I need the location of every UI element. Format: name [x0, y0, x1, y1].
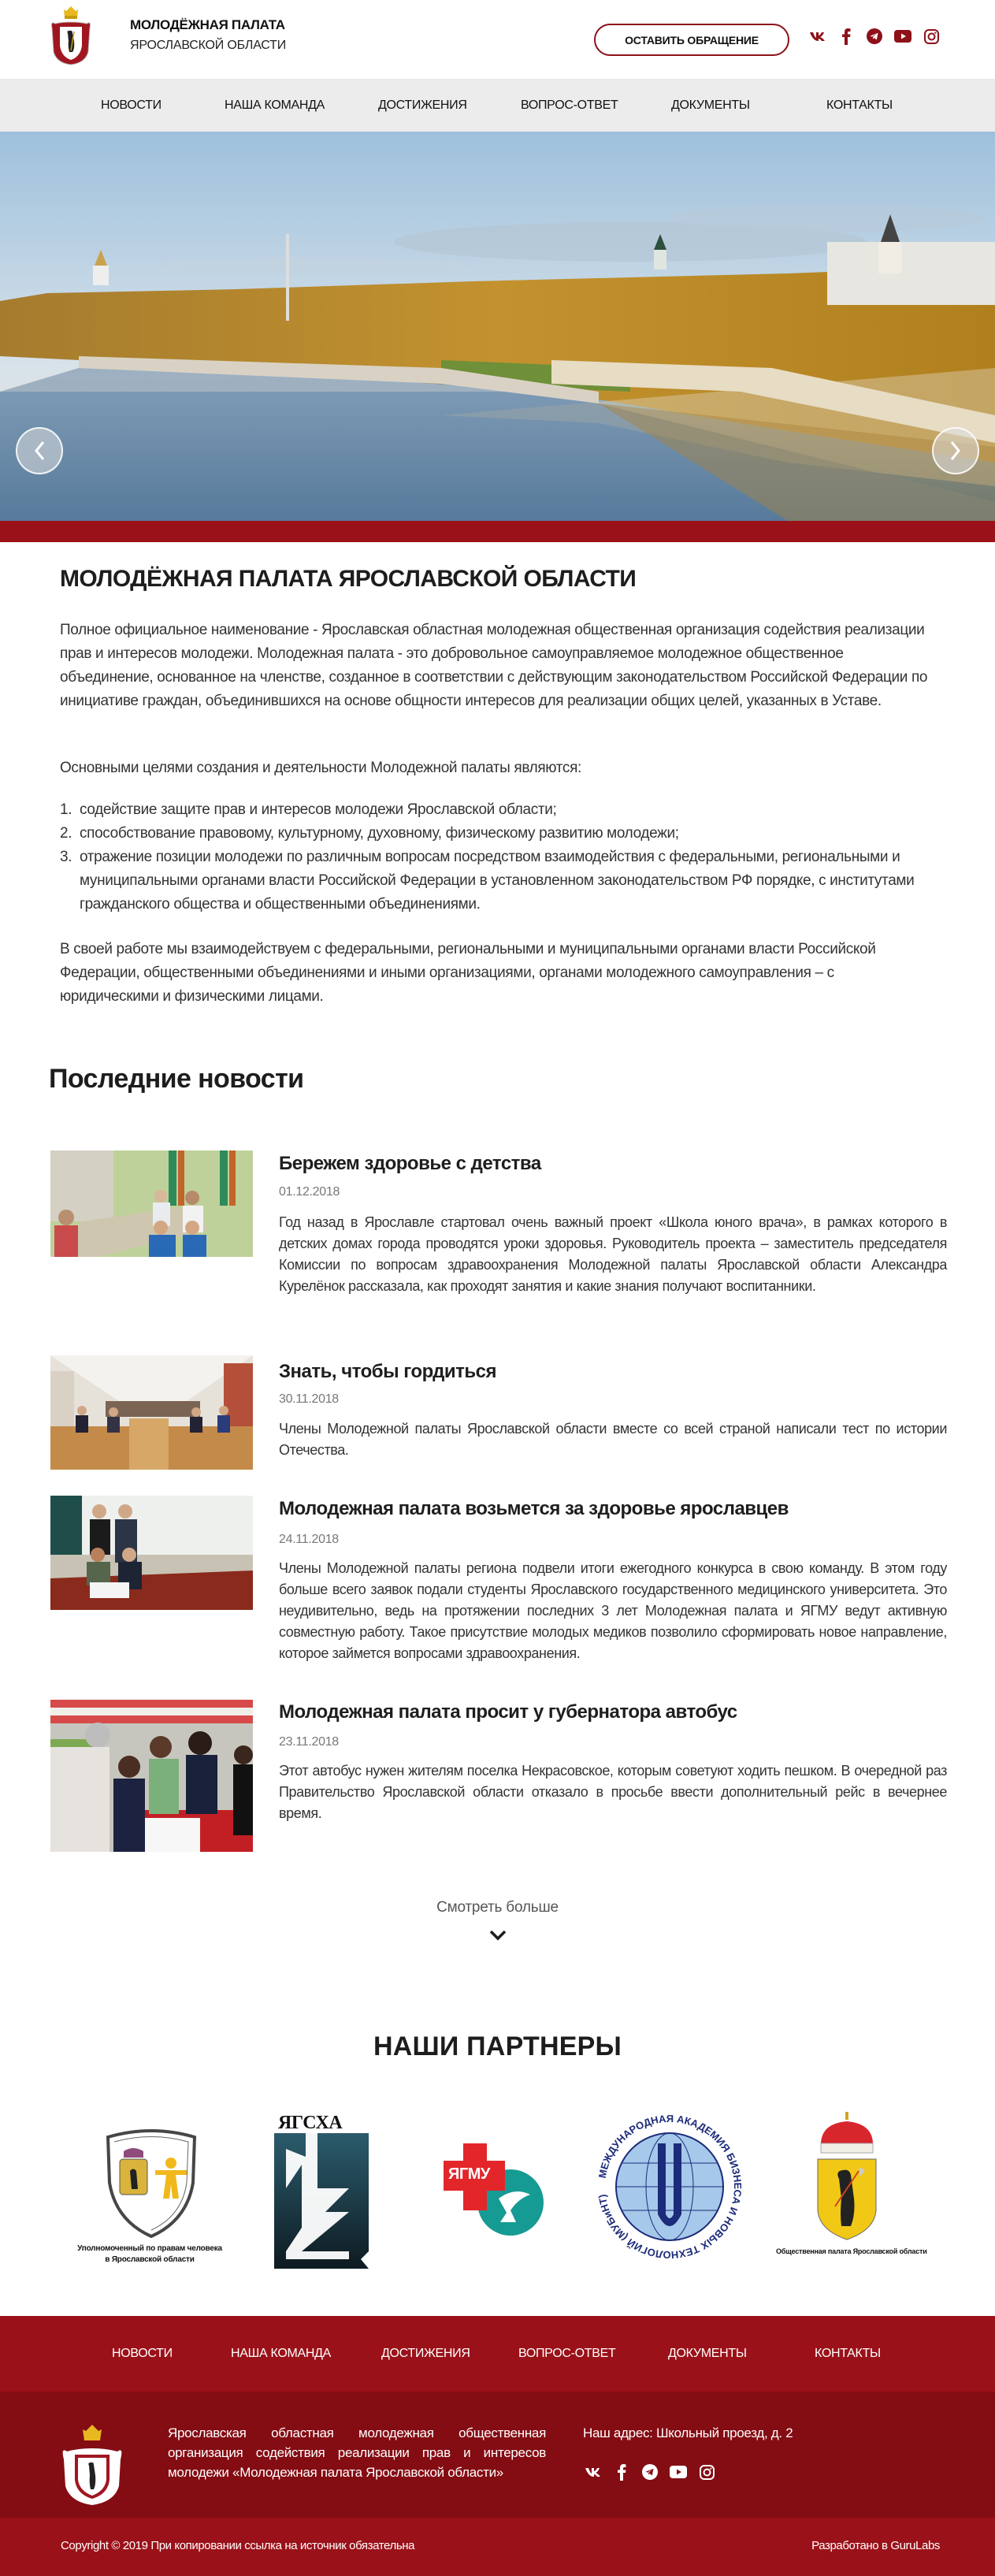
partner-ygsha[interactable] — [267, 2113, 377, 2270]
nav-item-documents[interactable]: ДОКУМЕНТЫ — [671, 98, 750, 112]
youtube-icon[interactable] — [894, 28, 911, 45]
news-title[interactable]: Бережем здоровье с детства — [279, 1153, 541, 1174]
news-thumbnail[interactable] — [50, 1355, 253, 1470]
vk-icon[interactable] — [809, 28, 826, 45]
ygsha-book-logo — [270, 2133, 373, 2269]
news-item — [50, 1700, 949, 1853]
news-date: 24.11.2018 — [279, 1533, 339, 1546]
leave-appeal-button[interactable]: ОСТАВИТЬ ОБРАЩЕНИЕ — [594, 24, 789, 56]
vk-icon[interactable] — [585, 2463, 602, 2481]
yaroslavl-coat-of-arms — [811, 2112, 882, 2242]
nav-item-achievements[interactable]: ДОСТИЖЕНИЯ — [378, 98, 467, 112]
goal-item: 3. отражение позиции молодежи по различным вопросам посредством взаимодействия с федеральными, региональными и муниципальными органами власти Российской Федерации в установленном законодательством РФ порядке, с институтами гражданского общества и общественными объединениями. — [60, 849, 915, 913]
footer-nav-item-documents[interactable]: ДОКУМЕНТЫ — [668, 2347, 747, 2360]
goal-item: 1. содействие защите прав и интересов молодежи Ярославской области; — [60, 801, 557, 818]
developer-link[interactable]: Разработано в GuruLabs — [811, 2539, 940, 2552]
hero-slider — [0, 132, 995, 521]
partner-caption: Общественная палата Ярославской области — [776, 2247, 927, 2255]
news-title[interactable]: Знать, чтобы гордиться — [279, 1361, 496, 1382]
news-thumbnail[interactable] — [50, 1700, 253, 1852]
site-header — [0, 0, 995, 79]
news-item — [50, 1355, 949, 1474]
news-excerpt: Этот автобус нужен жителям поселка Некрасовское, которым советуют ходить пешком. В очередной раз Правительство Ярославской области отказало в просьбе ввести дополнительный рейс в вечернее время. — [279, 1763, 947, 1821]
news-excerpt: Члены Молодежной палаты региона подвели итоги ежегодного конкурса в свою команду. В этом году больше всего заявок подали студенты Ярославского государственного медицинского университета. Это неудивительно, ведь на протяжении последних 3 лет Молодежная палата и ЯГМУ ведут активную совместную работу. Такое присутствие молодых медиков позволило сформировать новое направление, которое займется вопросами здравоохранения. — [279, 1560, 947, 1661]
footer-nav-item-contacts[interactable]: КОНТАКТЫ — [815, 2347, 881, 2360]
news-title[interactable]: Молодежная палата возьмется за здоровье ярославцев — [279, 1498, 789, 1519]
about-title: МОЛОДЁЖНАЯ ПАЛАТА ЯРОСЛАВСКОЙ ОБЛАСТИ — [60, 566, 637, 592]
coat-of-arms-logo[interactable] — [49, 5, 93, 66]
facebook-icon[interactable] — [613, 2463, 630, 2481]
telegram-icon[interactable] — [641, 2463, 659, 2481]
footer-nav-item-team[interactable]: НАША КОМАНДА — [231, 2347, 332, 2360]
partner-public-chamber[interactable] — [776, 2112, 926, 2262]
copyright-text: Copyright © 2019 При копировании ссылка на источник обязательна — [61, 2539, 415, 2552]
show-more-link[interactable]: Смотреть больше — [436, 1899, 559, 1916]
hero-image-yaroslavl-embankment — [0, 132, 995, 521]
goals-list — [60, 798, 934, 916]
news-item — [50, 1150, 949, 1292]
brand-title: МОЛОДЁЖНАЯ ПАЛАТА — [130, 17, 285, 32]
partner-ygmu[interactable] — [444, 2143, 554, 2238]
partner-mubint[interactable] — [595, 2112, 744, 2262]
instagram-icon[interactable] — [923, 28, 940, 45]
svg-text:МЕЖДУНАРОДНАЯ АКАДЕМИЯ БИЗНЕСА: МЕЖДУНАРОДНАЯ АКАДЕМИЯ БИЗНЕСА И НОВЫХ ТЕХНОЛОГИЙ (МУБиНТ) — [596, 2112, 744, 2262]
news-date: 23.11.2018 — [279, 1735, 339, 1749]
chevron-down-icon[interactable] — [488, 1929, 507, 1942]
youtube-icon[interactable] — [670, 2463, 687, 2481]
footer-nav — [0, 2316, 995, 2392]
hero-next-button[interactable] — [932, 427, 979, 474]
partner-ombudsman[interactable] — [75, 2128, 225, 2273]
footer-social-links — [585, 2463, 715, 2481]
hero-prev-button[interactable] — [16, 427, 63, 474]
hero-red-band — [0, 521, 995, 542]
about-paragraph-3: В своей работе мы взаимодействуем с федеральными, региональными и муниципальными органами власти Российской Федерации, общественными объединениями и иными организациями, органами молодежного самоуправления – с юридическими и физическими лицами. — [60, 941, 876, 1005]
nav-item-news[interactable]: НОВОСТИ — [101, 98, 162, 112]
footer-address: Наш адрес: Школьный проезд, д. 2 — [583, 2425, 793, 2440]
chevron-left-icon — [34, 440, 45, 461]
news-date: 01.12.2018 — [279, 1185, 340, 1199]
ygsha-logo-text: ЯГСХА — [278, 2113, 343, 2133]
footer-description: Ярославская областная молодежная общественная организация содействия реализации прав и интересов молодежи «Молодежная палата Ярославской области» — [168, 2425, 546, 2480]
news-date: 30.11.2018 — [279, 1392, 339, 1406]
main-nav — [0, 79, 995, 132]
news-item — [50, 1496, 949, 1665]
nav-item-team[interactable]: НАША КОМАНДА — [225, 98, 325, 112]
news-section-title: Последние новости — [49, 1064, 304, 1094]
news-thumbnail[interactable] — [50, 1150, 253, 1257]
footer-coat-of-arms-logo[interactable] — [59, 2423, 125, 2507]
ombudsman-shield-logo — [100, 2128, 202, 2238]
partner-caption: Уполномоченный по правам человека в Ярославской области — [77, 2244, 222, 2264]
ygmu-logo — [444, 2143, 554, 2238]
footer-nav-item-news[interactable]: НОВОСТИ — [112, 2347, 173, 2360]
about-paragraph-1: Полное официальное наименование - Ярославская областная молодежная общественная организация содействия реализации прав и интересов молодежи. Молодежная палата - это добровольное самоуправляемое молодежное общественное объединение, основанное на членстве, созданное в соответствии с действующим законодательством Российской Федерации по инициативе граждан, объединившихся на основе общности интересов для реализации общих целей, указанных в Уставе. — [60, 622, 928, 709]
about-paragraph-2: Основными целями создания и деятельности Молодежной палаты являются: — [60, 760, 581, 776]
mubint-globe-logo — [595, 2112, 744, 2262]
footer-nav-item-faq[interactable]: ВОПРОС-ОТВЕТ — [518, 2347, 616, 2360]
footer-nav-item-achievements[interactable]: ДОСТИЖЕНИЯ — [381, 2347, 470, 2360]
chevron-right-icon — [950, 440, 961, 461]
header-social-links — [809, 28, 940, 45]
telegram-icon[interactable] — [866, 28, 883, 45]
goal-item: 2. способствование правовому, культурному, духовному, физическому развитию молодежи; — [60, 825, 679, 842]
footer-main — [0, 2392, 995, 2518]
nav-item-contacts[interactable]: КОНТАКТЫ — [826, 98, 893, 112]
brand-subtitle: ЯРОСЛАВСКОЙ ОБЛАСТИ — [130, 39, 287, 52]
instagram-icon[interactable] — [698, 2463, 715, 2481]
footer-bottom-bar — [0, 2518, 995, 2576]
ygmu-logo-text: ЯГМУ — [448, 2165, 490, 2183]
partners-title: НАШИ ПАРТНЕРЫ — [373, 2031, 622, 2061]
news-title[interactable]: Молодежная палата просит у губернатора автобус — [279, 1701, 737, 1723]
news-thumbnail[interactable] — [50, 1496, 253, 1610]
nav-item-faq[interactable]: ВОПРОС-ОТВЕТ — [521, 98, 618, 112]
facebook-icon[interactable] — [837, 28, 855, 45]
news-excerpt: Год назад в Ярославле стартовал очень важный проект «Школа юного врача», в рамках которого в детских домах города проводятся уроки здоровья. Руководитель проекта – заместитель председателя Комиссии по вопросам здравоохранения Молодежной палаты Ярославской области Александра Курелёнок рассказала, как проходят занятия и какие знания получают воспитанники. — [279, 1214, 947, 1294]
news-excerpt: Члены Молодежной палаты Ярославской области вместе со всей страной написали тест по истории Отечества. — [279, 1421, 947, 1458]
